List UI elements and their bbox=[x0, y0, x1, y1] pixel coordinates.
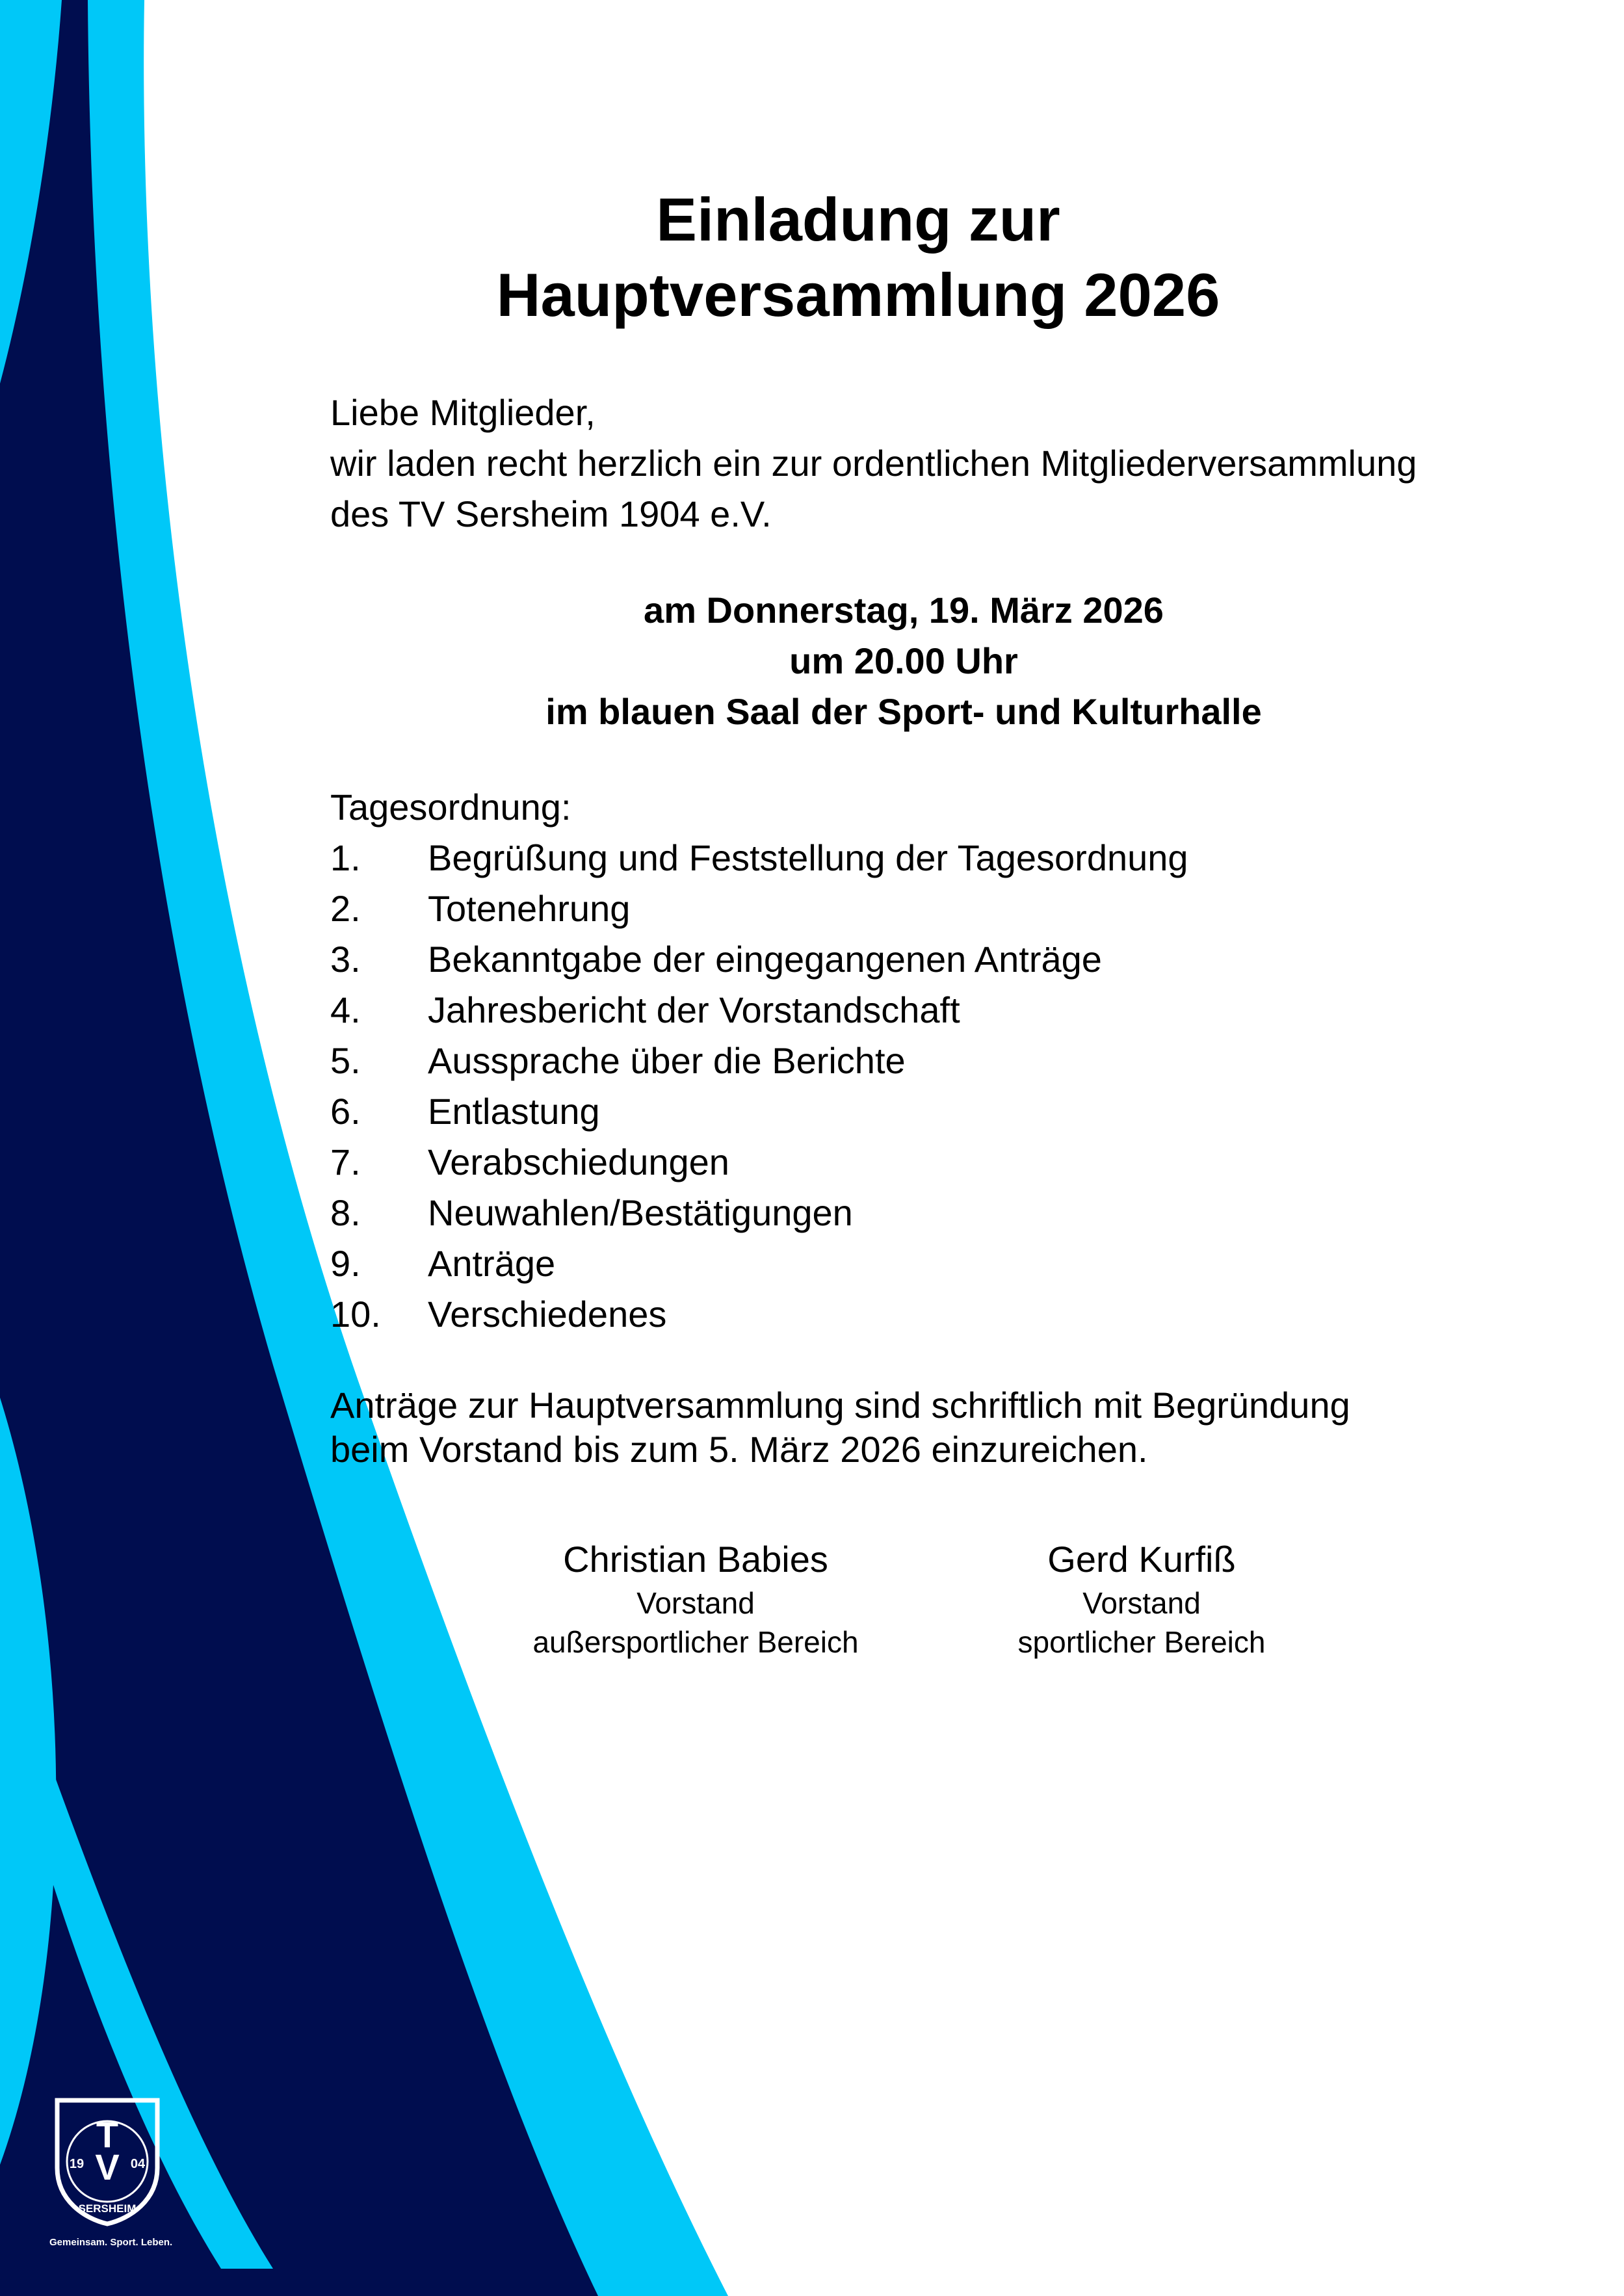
agenda-item bbox=[330, 1086, 1188, 1137]
closing-line-1: Anträge zur Hauptversammlung sind schriftlich mit Begründung bbox=[330, 1385, 1350, 1426]
intro-line-1: Liebe Mitglieder, bbox=[330, 392, 596, 433]
closing-line-2: beim Vorstand bis zum 5. März 2026 einzureichen. bbox=[330, 1429, 1148, 1470]
agenda-item bbox=[330, 1137, 1188, 1188]
signature-role: Vorstand bbox=[1082, 1586, 1201, 1620]
agenda-item-text: Bekanntgabe der eingegangenen Anträge bbox=[428, 939, 1102, 980]
agenda-item bbox=[330, 985, 1188, 1036]
agenda-item-text: Verschiedenes bbox=[428, 1294, 667, 1335]
closing-paragraph bbox=[330, 1383, 1350, 1472]
agenda-item-text: Verabschiedungen bbox=[428, 1141, 729, 1182]
event-location: im blauen Saal der Sport- und Kulturhalle bbox=[545, 691, 1262, 732]
signature-role: Vorstand bbox=[636, 1586, 755, 1620]
title-line-1: Einladung zur bbox=[656, 185, 1060, 254]
agenda-item-number: 3. bbox=[330, 939, 361, 980]
signature-name: Gerd Kurfiß bbox=[1047, 1539, 1236, 1580]
title-line-2: Hauptversammlung 2026 bbox=[496, 261, 1220, 329]
agenda-item-number: 2. bbox=[330, 888, 361, 929]
agenda-item-text: Aussprache über die Berichte bbox=[428, 1040, 906, 1081]
agenda-list bbox=[330, 833, 1188, 1340]
agenda-item-number: 1. bbox=[330, 837, 361, 878]
logo-town: SERSHEIM bbox=[78, 2202, 137, 2215]
logo-letter-v: V bbox=[95, 2146, 120, 2187]
agenda-item bbox=[330, 934, 1188, 985]
agenda-item-text: Entlastung bbox=[428, 1091, 600, 1132]
agenda-item-number: 9. bbox=[330, 1243, 361, 1284]
club-logo bbox=[52, 2096, 182, 2226]
agenda-item-text: Neuwahlen/Bestätigungen bbox=[428, 1192, 853, 1233]
agenda-item bbox=[330, 1238, 1188, 1289]
intro-line-3: des TV Sersheim 1904 e.V. bbox=[330, 493, 772, 534]
agenda-item-text: Anträge bbox=[428, 1243, 556, 1284]
club-crest-icon bbox=[52, 2096, 163, 2226]
signature-block-babies bbox=[468, 1535, 923, 1662]
signature-department: sportlicher Bereich bbox=[1017, 1625, 1266, 1659]
agenda-item bbox=[330, 883, 1188, 934]
agenda-item-number: 10. bbox=[330, 1294, 381, 1335]
agenda-item bbox=[330, 1188, 1188, 1238]
logo-letter-t: T bbox=[96, 2114, 119, 2155]
agenda-item-number: 7. bbox=[330, 1141, 361, 1182]
signature-block-kurfiss bbox=[914, 1535, 1369, 1662]
agenda-item-number: 6. bbox=[330, 1091, 361, 1132]
signature-name: Christian Babies bbox=[563, 1539, 828, 1580]
agenda-item-text: Jahresbericht der Vorstandschaft bbox=[428, 989, 960, 1030]
agenda-item bbox=[330, 1036, 1188, 1086]
agenda-item-text: Totenehrung bbox=[428, 888, 631, 929]
logo-year-left: 19 bbox=[69, 2157, 85, 2171]
agenda-heading: Tagesordnung: bbox=[330, 787, 571, 828]
agenda-item bbox=[330, 1289, 1188, 1340]
intro-paragraph bbox=[330, 387, 1417, 540]
agenda-item-text: Begrüßung und Feststellung der Tagesordnung bbox=[428, 837, 1188, 878]
agenda-item-number: 4. bbox=[330, 989, 361, 1030]
intro-line-2: wir laden recht herzlich ein zur ordentlichen Mitgliederversammlung bbox=[330, 443, 1417, 484]
logo-slogan: Gemeinsam. Sport. Leben. bbox=[49, 2237, 173, 2248]
signature-department: außersportlicher Bereich bbox=[532, 1625, 859, 1659]
logo-year-right: 04 bbox=[130, 2157, 146, 2171]
event-date: am Donnerstag, 19. März 2026 bbox=[644, 590, 1164, 631]
agenda-item-number: 5. bbox=[330, 1040, 361, 1081]
agenda-item bbox=[330, 833, 1188, 883]
agenda-item-number: 8. bbox=[330, 1192, 361, 1233]
event-time: um 20.00 Uhr bbox=[789, 640, 1018, 681]
event-details bbox=[0, 585, 1624, 737]
